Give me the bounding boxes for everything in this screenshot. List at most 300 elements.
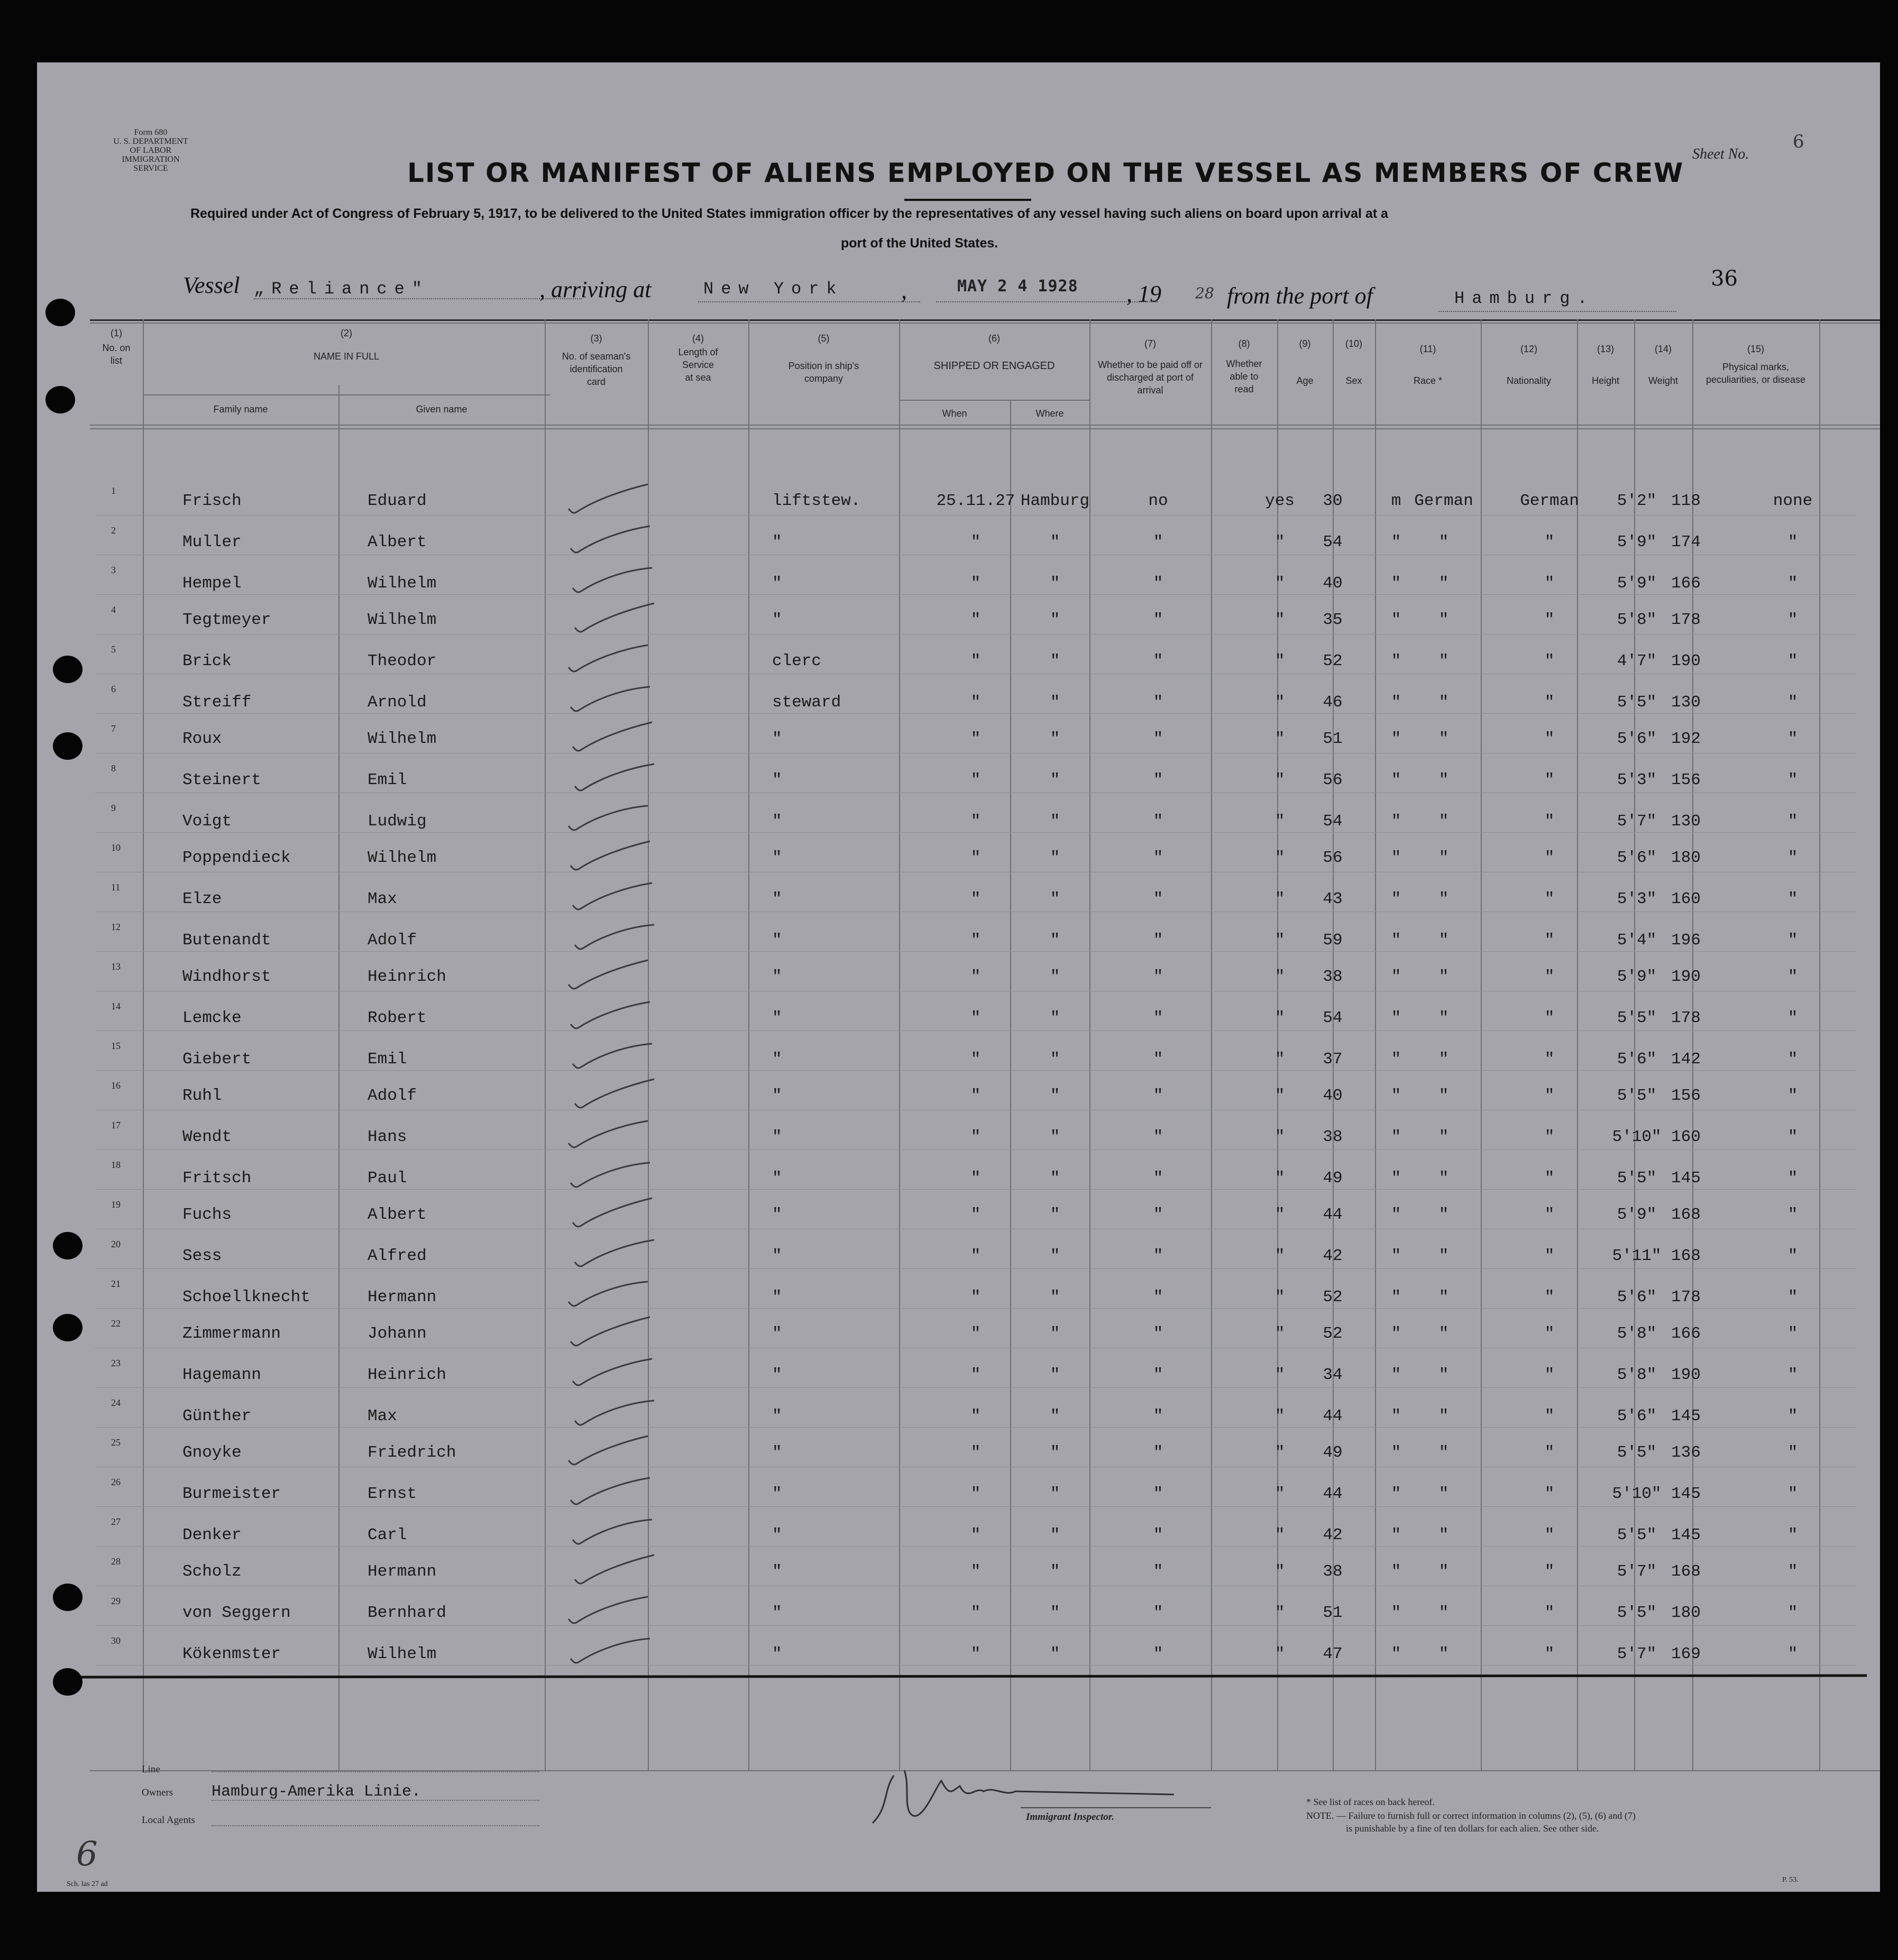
cell-when: "	[970, 1526, 981, 1544]
vessel-dots	[254, 298, 582, 299]
cell-when: 25.11.27	[936, 492, 1015, 510]
cell-marks: none	[1773, 492, 1813, 510]
cell-marks: "	[1787, 812, 1798, 831]
check-mark-icon	[563, 1116, 658, 1153]
cell-age: 38	[1323, 1128, 1343, 1146]
cell-position: "	[772, 1407, 782, 1425]
cell-race: "	[1438, 1443, 1449, 1462]
cell-weight: 190	[1671, 652, 1701, 670]
cell-weight: 169	[1671, 1645, 1701, 1663]
check-mark-icon	[567, 719, 663, 756]
owners-dots	[212, 1800, 539, 1801]
form-reference	[111, 128, 190, 173]
cell-family: Burmeister	[182, 1485, 281, 1503]
row-number: 1	[111, 485, 116, 496]
cell-paid-off: "	[1153, 931, 1163, 950]
cell-nationality: "	[1544, 1407, 1555, 1425]
cell-family: Streiff	[182, 693, 252, 712]
cell-race: "	[1438, 1247, 1449, 1265]
cell-where: "	[1050, 931, 1060, 950]
cell-height: 5'8"	[1617, 611, 1657, 629]
cell-height: 5'6"	[1617, 1050, 1657, 1069]
cell-family: Wendt	[182, 1128, 232, 1146]
cell-weight: 178	[1671, 1009, 1701, 1027]
cell-age: 54	[1323, 812, 1343, 831]
cell-where: "	[1050, 1604, 1060, 1622]
cell-when: "	[970, 890, 981, 908]
cell-read: "	[1274, 611, 1285, 629]
row-number: 15	[111, 1041, 121, 1051]
cell-read: "	[1274, 1050, 1285, 1069]
local-agents-label: Local Agents	[142, 1815, 195, 1826]
cell-given: Max	[368, 1407, 397, 1425]
cell-sex: "	[1391, 611, 1401, 629]
cell-weight: 190	[1671, 968, 1701, 986]
cell-height: 5'3"	[1617, 890, 1657, 908]
cell-height: 5'5"	[1617, 1169, 1657, 1188]
cell-age: 54	[1323, 533, 1343, 551]
cell-weight: 166	[1671, 1324, 1701, 1343]
cell-race: "	[1438, 574, 1449, 593]
cell-nationality: "	[1544, 1247, 1555, 1265]
col-8-header: (8) Whether able to read	[1226, 338, 1262, 394]
col-7-header: (7) Whether to be paid off or discharged at port of arrival	[1098, 338, 1203, 395]
check-mark-icon	[565, 1314, 661, 1351]
row-number: 11	[111, 882, 121, 892]
port-dots	[698, 301, 920, 302]
cell-given: Theodor	[368, 652, 437, 670]
print-reference: P. 53.	[1782, 1876, 1799, 1884]
cell-paid-off: "	[1153, 1604, 1163, 1622]
cell-sex: "	[1391, 849, 1401, 867]
cell-nationality: "	[1544, 1288, 1555, 1306]
cell-race: "	[1438, 1366, 1449, 1384]
row-number: 13	[111, 961, 121, 972]
cell-nationality: "	[1544, 890, 1555, 908]
cell-age: 46	[1323, 693, 1343, 712]
cell-read: "	[1274, 1526, 1285, 1544]
cell-given: Wilhelm	[368, 611, 437, 629]
cell-sex: "	[1391, 1645, 1401, 1663]
cell-family: Zimmermann	[182, 1324, 281, 1343]
cell-race: German	[1414, 492, 1473, 510]
cell-position: "	[772, 730, 782, 748]
cell-given: Heinrich	[368, 1366, 446, 1384]
cell-given: Hermann	[368, 1288, 437, 1306]
cell-height: 5'5"	[1617, 1087, 1657, 1105]
inspector-signature	[830, 1754, 1211, 1839]
table-row	[37, 912, 1880, 952]
cell-paid-off: "	[1153, 1050, 1163, 1069]
cell-paid-off: "	[1153, 1087, 1163, 1105]
cell-race: "	[1438, 1169, 1449, 1188]
cell-paid-off: "	[1153, 1366, 1163, 1384]
cell-height: 5'6"	[1617, 1407, 1657, 1425]
binder-hole	[45, 386, 75, 413]
binder-hole	[53, 1314, 82, 1341]
row-number: 5	[111, 644, 116, 655]
table-row	[37, 793, 1880, 833]
cell-race: "	[1438, 1485, 1449, 1503]
cell-sex: "	[1391, 1247, 1401, 1265]
cell-when: "	[970, 1443, 981, 1462]
cell-paid-off: "	[1153, 890, 1163, 908]
note-line-2: is punishable by a fine of ten dollars for each alien. See other side.	[1346, 1823, 1599, 1834]
cell-when: "	[970, 611, 981, 629]
cell-read: "	[1274, 931, 1285, 950]
cell-read: "	[1274, 1485, 1285, 1503]
cell-paid-off: "	[1153, 730, 1163, 748]
cell-marks: "	[1787, 1443, 1798, 1462]
cell-position: "	[772, 1324, 782, 1343]
cell-family: von Seggern	[182, 1604, 291, 1622]
row-number: 26	[111, 1477, 121, 1487]
cell-race: "	[1438, 730, 1449, 748]
cell-family: Denker	[182, 1526, 242, 1544]
col-2-header: (2) NAME IN FULL	[313, 328, 380, 362]
cell-read: "	[1274, 730, 1285, 748]
cell-family: Sess	[182, 1247, 222, 1265]
cell-where: "	[1050, 1407, 1060, 1425]
cell-read: "	[1274, 890, 1285, 908]
title-underline	[904, 199, 1031, 201]
cell-position: "	[772, 812, 782, 831]
col-5-header: (5) Position in ship's company	[788, 333, 859, 384]
row-number: 28	[111, 1556, 121, 1567]
cell-family: Elze	[182, 890, 222, 908]
row-number: 19	[111, 1199, 121, 1210]
cell-marks: "	[1787, 890, 1798, 908]
row-number: 30	[111, 1635, 121, 1646]
row-number: 18	[111, 1160, 121, 1170]
check-mark-icon	[563, 1274, 658, 1311]
check-mark-icon	[567, 878, 663, 915]
check-mark-icon	[565, 997, 661, 1034]
binder-hole	[53, 1584, 82, 1611]
cell-given: Friedrich	[368, 1443, 456, 1462]
cell-read: yes	[1265, 492, 1295, 510]
row-number: 29	[111, 1596, 121, 1606]
cell-weight: 180	[1671, 849, 1701, 867]
cell-height: 5'7"	[1617, 1645, 1657, 1663]
cell-when: "	[970, 1128, 981, 1146]
table-row	[37, 1190, 1880, 1229]
arrival-port: New York	[703, 279, 844, 299]
table-row	[37, 1071, 1880, 1110]
cell-age: 49	[1323, 1443, 1343, 1462]
row-number: 14	[111, 1001, 121, 1011]
cell-when: "	[970, 1169, 981, 1188]
cell-nationality: "	[1544, 1562, 1555, 1581]
cell-marks: "	[1787, 1645, 1798, 1663]
cell-where: "	[1050, 1562, 1060, 1581]
cell-race: "	[1438, 890, 1449, 908]
cell-sex: "	[1391, 1288, 1401, 1306]
cell-marks: "	[1787, 1288, 1798, 1306]
cell-when: "	[970, 1604, 981, 1622]
cell-paid-off: "	[1153, 1526, 1163, 1544]
cell-where: "	[1050, 1247, 1060, 1265]
sheet-label: Sheet No.	[1692, 146, 1749, 162]
cell-weight: 178	[1671, 1288, 1701, 1306]
cell-age: 59	[1323, 931, 1343, 950]
cell-race: "	[1438, 1087, 1449, 1105]
cell-sex: "	[1391, 812, 1401, 831]
cell-nationality: "	[1544, 611, 1555, 629]
cell-position: "	[772, 611, 782, 629]
row-number: 23	[111, 1358, 121, 1368]
table-row	[37, 516, 1880, 555]
table-row	[37, 1388, 1880, 1428]
cell-age: 51	[1323, 730, 1343, 748]
cell-when: "	[970, 1050, 981, 1069]
cell-race: "	[1438, 1324, 1449, 1343]
cell-sex: "	[1391, 574, 1401, 593]
cell-height: 5'3"	[1617, 771, 1657, 789]
cell-nationality: "	[1544, 1366, 1555, 1384]
cell-family: Roux	[182, 730, 222, 748]
table-row	[37, 833, 1880, 872]
cell-sex: "	[1391, 1169, 1401, 1188]
cell-marks: "	[1787, 574, 1798, 593]
cell-paid-off: "	[1153, 1324, 1163, 1343]
cell-height: 5'5"	[1617, 1009, 1657, 1027]
check-mark-icon	[570, 600, 665, 637]
cell-sex: "	[1391, 1009, 1401, 1027]
check-mark-icon	[567, 1354, 663, 1391]
table-row	[37, 1467, 1880, 1507]
cell-paid-off: "	[1153, 611, 1163, 629]
cell-paid-off: "	[1153, 849, 1163, 867]
cell-paid-off: "	[1153, 652, 1163, 670]
cell-height: 5'5"	[1617, 1604, 1657, 1622]
binder-hole	[53, 656, 82, 683]
cell-nationality: "	[1544, 1206, 1555, 1224]
arriving-label: , arriving at	[539, 277, 652, 302]
cell-where: "	[1050, 849, 1060, 867]
cell-sex: "	[1391, 693, 1401, 712]
check-mark-icon	[563, 1591, 658, 1628]
table-row	[37, 1031, 1880, 1071]
cell-family: Fuchs	[182, 1206, 232, 1224]
check-mark-icon	[570, 1552, 665, 1589]
cell-weight: 178	[1671, 611, 1701, 629]
cell-age: 30	[1323, 492, 1343, 510]
cell-nationality: "	[1544, 1169, 1555, 1188]
cell-where: "	[1050, 1366, 1060, 1384]
cell-marks: "	[1787, 730, 1798, 748]
cell-when: "	[970, 652, 981, 670]
cell-position: "	[772, 1562, 782, 1581]
cell-paid-off: "	[1153, 693, 1163, 712]
year-value: 28	[1195, 284, 1214, 302]
cell-when: "	[970, 1009, 981, 1027]
comma-1: ,	[901, 278, 907, 303]
sheet-number: 6	[1793, 131, 1804, 152]
cell-race: "	[1438, 931, 1449, 950]
cell-race: "	[1438, 611, 1449, 629]
cell-read: "	[1274, 1087, 1285, 1105]
cell-race: "	[1438, 771, 1449, 789]
family-name-header: Family name	[213, 404, 268, 415]
table-row	[37, 1626, 1880, 1665]
cell-height: 5'6"	[1617, 1288, 1657, 1306]
check-mark-icon	[563, 957, 658, 994]
cell-family: Tegtmeyer	[182, 611, 271, 629]
cell-age: 43	[1323, 890, 1343, 908]
table-top-rule-2	[90, 323, 1880, 324]
cell-height: 5'7"	[1617, 812, 1657, 831]
cell-marks: "	[1787, 1087, 1798, 1105]
cell-when: "	[970, 968, 981, 986]
cell-nationality: "	[1544, 574, 1555, 593]
row-number: 21	[111, 1278, 121, 1289]
cell-when: "	[970, 1366, 981, 1384]
cell-marks: "	[1787, 771, 1798, 789]
row-number: 17	[111, 1120, 121, 1130]
cell-family: Kökenmster	[182, 1645, 281, 1663]
table-row	[37, 1229, 1880, 1269]
table-row	[37, 595, 1880, 634]
row-number: 22	[111, 1318, 121, 1329]
cell-height: 5'10"	[1612, 1485, 1662, 1503]
check-mark-icon	[565, 679, 661, 716]
cell-weight: 160	[1671, 890, 1701, 908]
cell-where: "	[1050, 812, 1060, 831]
cell-race: "	[1438, 1645, 1449, 1663]
cell-paid-off: "	[1153, 812, 1163, 831]
cell-nationality: "	[1544, 849, 1555, 867]
cell-sex: "	[1391, 1050, 1401, 1069]
cell-age: 34	[1323, 1366, 1343, 1384]
table-row	[37, 1348, 1880, 1388]
cell-nationality: "	[1544, 1604, 1555, 1622]
table-top-rule	[90, 319, 1880, 321]
cell-when: "	[970, 533, 981, 551]
cell-weight: 142	[1671, 1050, 1701, 1069]
cell-read: "	[1274, 1562, 1285, 1581]
cell-age: 38	[1323, 968, 1343, 986]
cell-when: "	[970, 1288, 981, 1306]
cell-nationality: "	[1544, 693, 1555, 712]
header-bottom-rule-2	[90, 428, 1880, 429]
check-mark-icon	[570, 1393, 665, 1430]
cell-paid-off: "	[1153, 1206, 1163, 1224]
cell-paid-off: "	[1153, 968, 1163, 986]
col-13-header: (13) Height	[1591, 344, 1620, 386]
cell-when: "	[970, 931, 981, 950]
cell-marks: "	[1787, 611, 1798, 629]
check-mark-icon	[565, 1631, 661, 1668]
cell-height: 5'5"	[1617, 1443, 1657, 1462]
departure-port: Hamburg.	[1454, 289, 1595, 308]
shipped-subheader-rule	[899, 400, 1089, 401]
cell-age: 54	[1323, 1009, 1343, 1027]
cell-height: 5'2"	[1617, 492, 1657, 510]
cell-age: 44	[1323, 1206, 1343, 1224]
cell-read: "	[1274, 1288, 1285, 1306]
cell-sex: "	[1391, 1604, 1401, 1622]
cell-given: Heinrich	[368, 968, 446, 986]
cell-where: "	[1050, 1324, 1060, 1343]
check-mark-icon	[570, 1235, 665, 1272]
cell-position: "	[772, 1050, 782, 1069]
row-number: 10	[111, 842, 121, 853]
cell-family: Günther	[182, 1407, 252, 1425]
cell-height: 5'6"	[1617, 730, 1657, 748]
cell-race: "	[1438, 968, 1449, 986]
cell-where: "	[1050, 1169, 1060, 1188]
given-name-header: Given name	[416, 404, 467, 415]
cell-marks: "	[1787, 1206, 1798, 1224]
cell-position: "	[772, 1128, 782, 1146]
cell-height: 5'4"	[1617, 931, 1657, 950]
cell-sex: "	[1391, 1087, 1401, 1105]
cell-paid-off: "	[1153, 533, 1163, 551]
cell-age: 52	[1323, 1324, 1343, 1343]
cell-family: Hagemann	[182, 1366, 261, 1384]
cell-where: "	[1050, 890, 1060, 908]
cell-weight: 118	[1671, 492, 1701, 510]
cell-race: "	[1438, 1206, 1449, 1224]
cell-age: 56	[1323, 849, 1343, 867]
cell-position: "	[772, 1247, 782, 1265]
row-number: 12	[111, 922, 121, 932]
cell-family: Scholz	[182, 1562, 242, 1581]
cell-weight: 156	[1671, 771, 1701, 789]
cell-weight: 145	[1671, 1526, 1701, 1544]
cell-nationality: "	[1544, 1645, 1555, 1663]
cell-given: Adolf	[368, 1087, 417, 1105]
table-row	[37, 634, 1880, 674]
cell-read: "	[1274, 533, 1285, 551]
check-mark-icon	[563, 798, 658, 835]
cell-sex: "	[1391, 533, 1401, 551]
row-number: 16	[111, 1080, 121, 1091]
cell-sex: "	[1391, 1366, 1401, 1384]
cell-paid-off: "	[1153, 1407, 1163, 1425]
row-number: 8	[111, 763, 116, 774]
row-number: 3	[111, 565, 116, 575]
cell-height: 5'9"	[1617, 968, 1657, 986]
cell-read: "	[1274, 1324, 1285, 1343]
cell-read: "	[1274, 1407, 1285, 1425]
cell-sex: "	[1391, 730, 1401, 748]
cell-race: "	[1438, 1407, 1449, 1425]
cell-family: Gnoyke	[182, 1443, 242, 1462]
cell-race: "	[1438, 1009, 1449, 1027]
cell-marks: "	[1787, 1526, 1798, 1544]
cell-position: "	[772, 771, 782, 789]
cell-when: "	[970, 1485, 981, 1503]
date-dots	[936, 301, 1158, 302]
cell-nationality: "	[1544, 533, 1555, 551]
cell-position: "	[772, 1288, 782, 1306]
cell-given: Hans	[368, 1128, 407, 1146]
cell-weight: 196	[1671, 931, 1701, 950]
cell-nationality: "	[1544, 1485, 1555, 1503]
cell-sex: "	[1391, 1324, 1401, 1343]
cell-race: "	[1438, 1526, 1449, 1544]
note-line-1: NOTE. — Failure to furnish full or correct information in columns (2), (5), (6) and (7)	[1306, 1810, 1636, 1821]
cell-sex: "	[1391, 1407, 1401, 1425]
check-mark-icon	[570, 917, 665, 954]
cell-age: 49	[1323, 1169, 1343, 1188]
where-header: Where	[1035, 408, 1064, 419]
cell-given: Hermann	[368, 1562, 437, 1581]
check-mark-icon	[565, 521, 661, 558]
cell-marks: "	[1787, 968, 1798, 986]
